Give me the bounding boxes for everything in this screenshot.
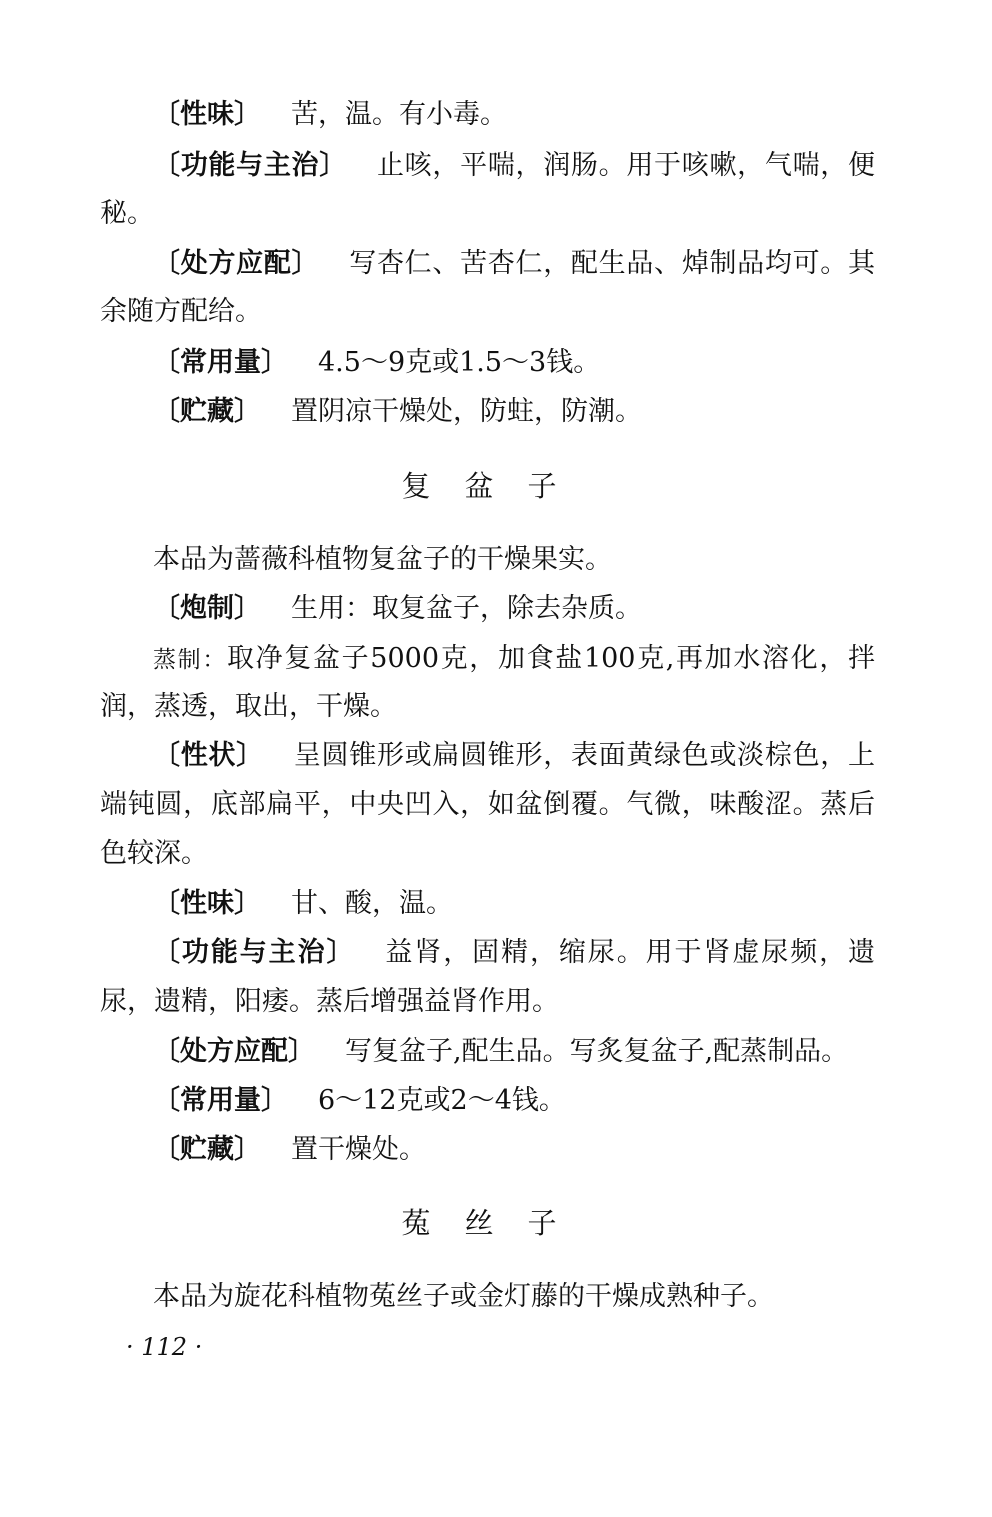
s1-xingwei-label: 〔性味〕 — [153, 99, 261, 130]
s1-xingwei — [153, 97, 875, 133]
s2-xingzhuang-label: 〔性状〕 — [153, 740, 264, 771]
s3-title: 菟丝子 — [401, 1206, 591, 1240]
s2-paozhi-label: 〔炮制〕 — [153, 593, 261, 624]
s1-chufang — [153, 246, 875, 282]
s2-xingwei-text: 甘、酸，温。 — [291, 888, 453, 919]
s2-chufang-text: 写复盆子,配生品。写炙复盆子,配蒸制品。 — [345, 1036, 849, 1067]
s2-title: 复盆子 — [401, 469, 591, 503]
s3-intro: 本品为旋花科植物菟丝子或金灯藤的干燥成熟种子。 — [153, 1281, 774, 1312]
s2-xingzhuang — [153, 738, 875, 774]
s2-gongneng-text1: 益肾，固精，缩尿。用于肾虚尿频，遗 — [385, 937, 876, 968]
s1-chufang-label: 〔处方应配〕 — [153, 248, 320, 279]
s2-zhucang-label: 〔贮藏〕 — [153, 1134, 261, 1165]
s2-xingwei — [153, 886, 875, 922]
s2-gongneng — [153, 935, 875, 971]
s2-yongliang — [153, 1083, 875, 1119]
s2-zhengzhi-text1: 取净复盆子5000克，加食盐100克,再加水溶化，拌 — [226, 643, 875, 674]
s2-zhengzhi — [153, 641, 875, 678]
s2-xingwei-label: 〔性味〕 — [153, 888, 261, 919]
s2-chufang — [153, 1034, 875, 1070]
s2-zhengzhi-label: 蒸制： — [153, 647, 227, 673]
s1-gongneng-label: 〔功能与主治〕 — [153, 150, 347, 181]
s2-chufang-label: 〔处方应配〕 — [153, 1036, 315, 1067]
s1-gongneng-cont: 秘。 — [100, 198, 154, 229]
s2-yongliang-text: 6～12克或2～4钱。 — [318, 1085, 566, 1116]
s2-xingzhuang-text1: 呈圆锥形或扁圆锥形，表面黄绿色或淡棕色，上 — [293, 740, 876, 771]
s2-gongneng-cont: 尿，遗精，阳痿。蒸后增强益肾作用。 — [100, 986, 559, 1017]
s2-zhengzhi-cont: 润，蒸透，取出，干燥。 — [100, 691, 397, 722]
s2-paozhi-text: 生用：取复盆子，除去杂质。 — [291, 593, 642, 624]
s1-zhucang — [153, 394, 875, 430]
s2-xingzhuang-cont2: 色较深。 — [100, 838, 208, 869]
s1-zhucang-label: 〔贮藏〕 — [153, 396, 261, 427]
s2-paozhi — [153, 591, 875, 627]
page-number: · 112 · — [126, 1333, 203, 1361]
s1-yongliang — [153, 345, 875, 381]
s1-gongneng-text1: 止咳，平喘，润肠。用于咳嗽，气喘，便 — [376, 150, 876, 181]
s2-xingzhuang-cont1: 端钝圆，底部扁平，中央凹入，如盆倒覆。气微，味酸涩。蒸后 — [100, 789, 875, 820]
s1-xingwei-text: 苦，温。有小毒。 — [291, 99, 507, 130]
s1-yongliang-label: 〔常用量〕 — [153, 347, 288, 378]
s1-chufang-text1: 写杏仁、苦杏仁，配生品、焯制品均可。其 — [349, 248, 875, 279]
s1-zhucang-text: 置阴凉干燥处，防蛀，防潮。 — [291, 396, 642, 427]
s1-gongneng — [153, 148, 875, 184]
s2-zhucang — [153, 1132, 875, 1168]
s1-chufang-cont: 余随方配给。 — [100, 296, 262, 327]
s2-yongliang-label: 〔常用量〕 — [153, 1085, 288, 1116]
s2-zhucang-text: 置干燥处。 — [291, 1134, 426, 1165]
s1-yongliang-text: 4.5～9克或1.5～3钱。 — [318, 347, 601, 378]
s2-gongneng-label: 〔功能与主治〕 — [153, 937, 356, 968]
s2-intro: 本品为蔷薇科植物复盆子的干燥果实。 — [153, 544, 612, 575]
